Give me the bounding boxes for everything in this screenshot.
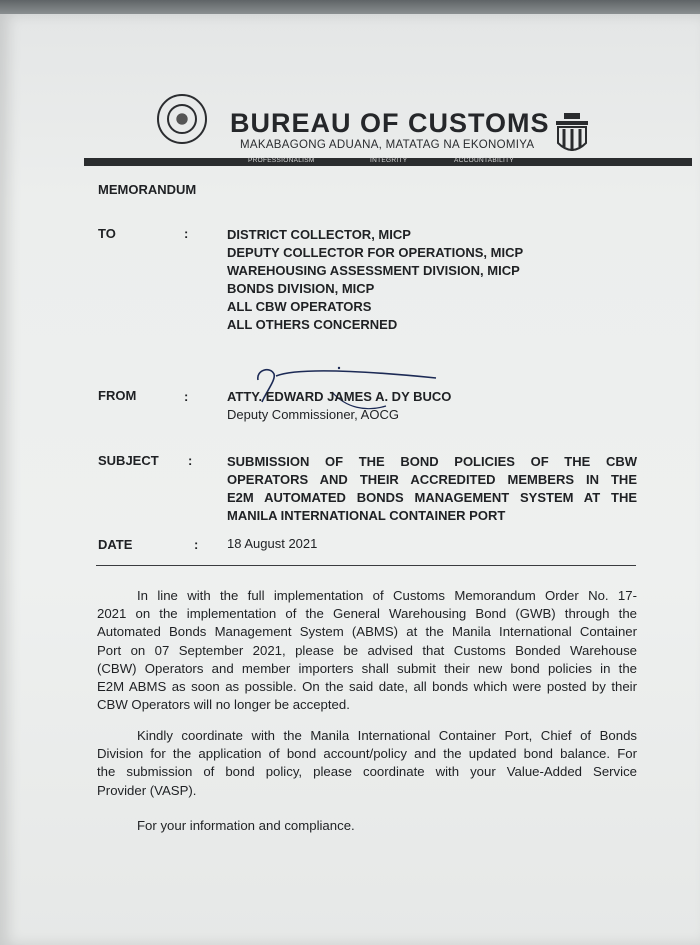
body-line: the submission of bond policy, please coordinate with your Value-Added Service: [97, 764, 637, 780]
agency-title: BUREAU OF CUSTOMS: [230, 108, 550, 138]
date-value: 18 August 2021: [227, 536, 318, 551]
subject-colon: :: [188, 453, 193, 468]
body-line: Provider (VASP).: [97, 782, 197, 798]
value-accountability: ACCOUNTABILITY: [454, 157, 515, 164]
recipient: WAREHOUSING ASSESSMENT DIVISION, MICP: [227, 263, 520, 278]
from-position: Deputy Commissioner, AOCG: [227, 407, 399, 422]
body-line: Kindly coordinate with the Manila International Container Port, Chief of Bonds: [137, 728, 637, 743]
from-colon: :: [184, 389, 189, 404]
recipient: DEPUTY COLLECTOR FOR OPERATIONS, MICP: [227, 245, 524, 260]
bureau-seal-icon: [157, 94, 207, 144]
body-line: E2M ABMS as soon as possible. On the said date, all bonds which were posted by their: [97, 679, 637, 695]
subject-line: E2M AUTOMATED BONDS MANAGEMENT SYSTEM AT THE: [227, 490, 637, 505]
photo-background-edge: [0, 0, 700, 14]
agency-tagline: MAKABAGONG ADUANA, MATATAG NA EKONOMIYA: [240, 139, 535, 151]
closing-line: For your information and compliance.: [137, 818, 355, 833]
doc-type-heading: MEMORANDUM: [98, 182, 197, 197]
subject-text: [227, 453, 637, 525]
from-block: [227, 388, 451, 424]
subject-line: OPERATORS AND THEIR ACCREDITED MEMBERS IN THE: [227, 472, 637, 487]
to-label: TO: [98, 226, 116, 241]
date-label: DATE: [98, 537, 133, 552]
body-paragraph-2: [97, 727, 637, 800]
to-colon: :: [184, 226, 189, 241]
recipient: ALL OTHERS CONCERNED: [227, 317, 398, 332]
body-line: Division for the application of bond account/policy and the updated bond balance. For: [97, 746, 637, 762]
recipient: BONDS DIVISION, MICP: [227, 281, 375, 296]
memorandum-page: [0, 14, 700, 945]
date-colon: :: [194, 537, 199, 552]
recipient: ALL CBW OPERATORS: [227, 299, 372, 314]
letterhead-values-band: [84, 158, 692, 166]
body-line: In line with the full implementation of Customs Memorandum Order No. 17-: [137, 588, 637, 603]
body-line: 2021 on the implementation of the General Warehousing Bond (GWB) through the: [97, 606, 637, 622]
subject-line: MANILA INTERNATIONAL CONTAINER PORT: [227, 508, 506, 523]
from-label: FROM: [98, 388, 137, 403]
body-line: (CBW) Operators and member importers shall submit their new bond policies in the: [97, 660, 637, 676]
customs-logo-icon: [554, 113, 590, 157]
body-line: Automated Bonds Management System (ABMS) at the Manila International Container: [97, 624, 637, 640]
subject-line: SUBMISSION OF THE BOND POLICIES OF THE CBW: [227, 454, 637, 469]
header-divider: [96, 565, 636, 566]
to-recipients: [227, 226, 523, 334]
body-paragraph-1: [97, 587, 637, 714]
body-line: Port on 07 September 2021, please be advised that Customs Bonded Warehouse: [97, 642, 637, 658]
body-closing: [97, 817, 637, 835]
value-integrity: INTEGRITY: [370, 157, 408, 164]
recipient: DISTRICT COLLECTOR, MICP: [227, 227, 411, 242]
value-professionalism: PROFESSIONALISM: [248, 157, 315, 164]
subject-label: SUBJECT: [98, 453, 159, 468]
body-line: CBW Operators will no longer be accepted.: [97, 697, 350, 713]
from-name: ATTY. EDWARD JAMES A. DY BUCO: [227, 389, 452, 404]
